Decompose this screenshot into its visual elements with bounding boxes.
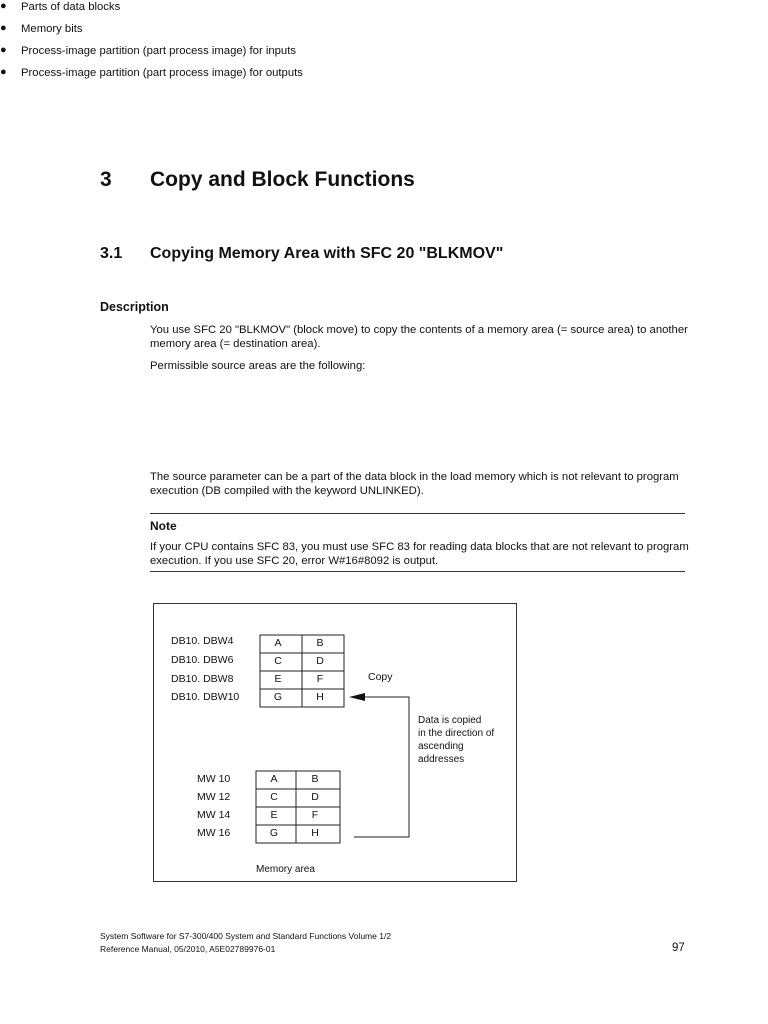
dest-label: MW 14	[197, 809, 231, 821]
source-table	[260, 635, 344, 707]
list-item: ● Process-image partition (part process image) for inputs	[0, 44, 297, 57]
dest-label: MW 10	[197, 773, 231, 785]
table-cell: G	[269, 827, 279, 839]
description-paragraph-1: You use SFC 20 "BLKMOV" (block move) to copy the contents of a memory area (= source area) to another memory area (= destination area).	[150, 324, 688, 350]
blkmov-figure	[153, 603, 517, 882]
table-cell: A	[270, 773, 278, 785]
dest-label: MW 16	[197, 827, 231, 839]
list-item: ● Process-image partition (part process image) for outputs	[0, 66, 303, 79]
chapter-title: Copy and Block Functions	[150, 168, 415, 191]
description-heading: Description	[100, 300, 169, 314]
section-title: Copying Memory Area with SFC 20 "BLKMOV"	[150, 245, 504, 262]
table-cell: H	[311, 827, 319, 839]
memory-area-caption: Memory area	[256, 864, 315, 875]
dest-table	[256, 771, 340, 843]
svg-text:ascending: ascending	[418, 741, 464, 752]
table-cell: D	[311, 791, 319, 803]
chapter-number: 3	[100, 168, 112, 191]
arrow-head-icon	[349, 693, 365, 701]
table-cell: F	[316, 673, 324, 685]
dest-label: MW 12	[197, 791, 231, 803]
svg-text:Data is copied: Data is copied	[418, 715, 482, 726]
footer-title: System Software for S7-300/400 System and Standard Functions Volume 1/2	[100, 931, 392, 941]
note-bottom-rule	[150, 571, 685, 572]
bullet-icon: ●	[0, 22, 7, 34]
bullet-icon: ●	[0, 66, 7, 78]
svg-text:addresses: addresses	[418, 754, 465, 765]
table-cell: G	[273, 691, 283, 703]
figure-diagram	[154, 604, 518, 883]
source-label: DB10. DBW4	[171, 635, 234, 647]
list-item: ● Parts of data blocks	[0, 0, 121, 13]
source-label: DB10. DBW6	[171, 654, 234, 666]
note-text: If your CPU contains SFC 83, you must use SFC 83 for reading data blocks that are not relevant to program execution. If you use SFC 20, error W#16#8092 is output.	[150, 541, 689, 567]
bullet-icon: ●	[0, 0, 7, 12]
table-cell: E	[270, 809, 278, 821]
copy-label: Copy	[368, 671, 393, 683]
note-heading: Note	[150, 519, 177, 533]
bullet-icon: ●	[0, 44, 7, 56]
table-cell: H	[316, 691, 324, 703]
table-cell: C	[274, 655, 282, 667]
table-cell: D	[316, 655, 324, 667]
source-label: DB10. DBW10	[171, 691, 240, 703]
page-number: 97	[672, 942, 685, 954]
table-cell: F	[311, 809, 319, 821]
section-number: 3.1	[100, 245, 123, 262]
note-top-rule	[150, 513, 685, 514]
description-paragraph-2: Permissible source areas are the following:	[150, 360, 366, 372]
copy-arrow	[354, 697, 409, 837]
source-area-list	[0, 0, 540, 88]
footer-reference: Reference Manual, 05/2010, A5E02789976-01	[100, 944, 276, 954]
copy-annotation	[418, 715, 494, 765]
table-cell: E	[274, 673, 282, 685]
source-label: DB10. DBW8	[171, 673, 234, 685]
description-paragraph-3: The source parameter can be a part of the data block in the load memory which is not relevant to program execution (DB compiled with the keyword UNLINKED).	[150, 471, 679, 497]
table-cell: B	[311, 773, 319, 785]
table-cell: C	[270, 791, 278, 803]
svg-text:in the direction of: in the direction of	[418, 728, 495, 739]
table-cell: B	[316, 637, 324, 649]
list-item: ● Memory bits	[0, 22, 83, 35]
table-cell: A	[274, 637, 282, 649]
